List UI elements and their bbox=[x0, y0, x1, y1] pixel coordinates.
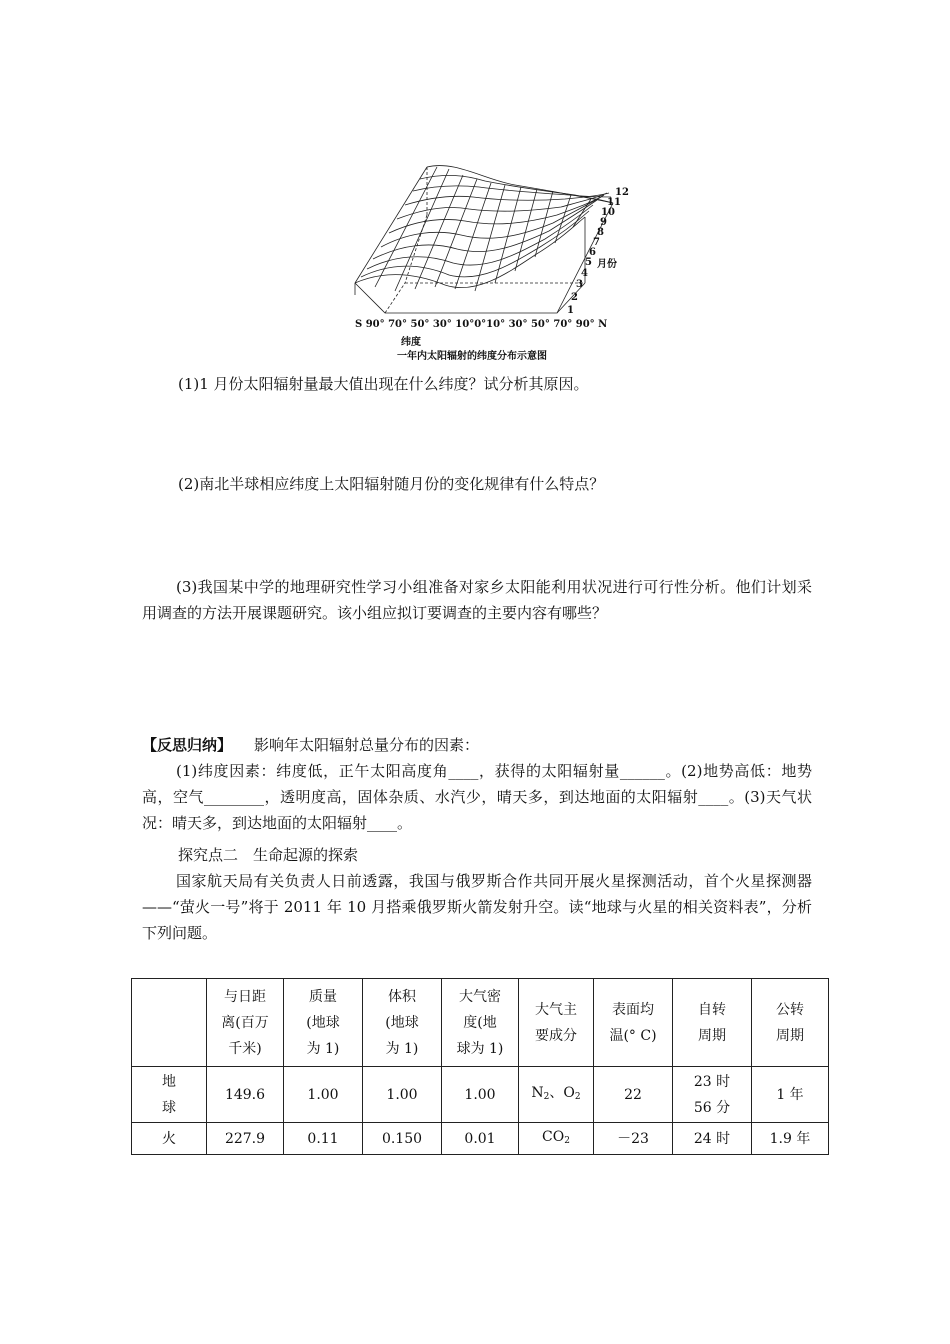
header-atmosphere bbox=[519, 979, 594, 1067]
month-label: 4 bbox=[581, 268, 588, 279]
earth-mars-data-table bbox=[131, 978, 829, 1155]
reflection-heading bbox=[142, 732, 479, 758]
header-line: 为 1) bbox=[306, 1040, 340, 1057]
radiation-surface-diagram bbox=[345, 155, 635, 335]
month-axis-title: 月份 bbox=[597, 259, 617, 270]
question-3: (3)我国某中学的地理研究性学习小组准备对家乡太阳能利用状况进行可行性分析。他们计划采用调查的方法开展课题研究。该小组应拟订要调查的主要内容有哪些？ bbox=[142, 578, 812, 622]
formula-part: CO bbox=[542, 1128, 565, 1145]
section-2-intro: 国家航天局有关负责人日前透露，我国与俄罗斯合作共同开展火星探测活动，首个火星探测器——“萤火一号”将于 2011 年 10 月搭乘俄罗斯火箭发射升空。读“地球与火星的相关资料表”，分析下列问题。 bbox=[142, 872, 812, 942]
month-label: 12 bbox=[615, 187, 629, 198]
earth-rotation bbox=[673, 1067, 752, 1123]
rotation-line: 56 分 bbox=[693, 1099, 731, 1116]
month-label: 9 bbox=[600, 217, 607, 228]
formula-subscript: 2 bbox=[564, 1135, 570, 1146]
table-corner-cell bbox=[132, 979, 207, 1067]
header-revolution bbox=[752, 979, 829, 1067]
month-label: 6 bbox=[589, 247, 596, 258]
header-line: 周期 bbox=[698, 1027, 726, 1044]
row-label-earth bbox=[132, 1067, 207, 1123]
earth-density: 1.00 bbox=[442, 1067, 519, 1123]
header-distance bbox=[207, 979, 284, 1067]
mars-distance: 227.9 bbox=[207, 1123, 284, 1155]
table-header-row bbox=[132, 979, 829, 1067]
month-label: 2 bbox=[571, 292, 578, 303]
month-label: 3 bbox=[576, 279, 583, 290]
row-label-line: 球 bbox=[162, 1099, 176, 1116]
earth-distance: 149.6 bbox=[207, 1067, 284, 1123]
header-line: 要成分 bbox=[535, 1027, 577, 1044]
formula-part: 、O bbox=[549, 1084, 575, 1101]
header-temperature bbox=[594, 979, 673, 1067]
header-rotation bbox=[673, 979, 752, 1067]
header-line: 体积 bbox=[388, 988, 416, 1005]
section-2-title: 探究点二 生命起源的探索 bbox=[178, 846, 359, 864]
earth-volume: 1.00 bbox=[363, 1067, 442, 1123]
header-line: 质量 bbox=[309, 988, 337, 1005]
header-line: 大气密 bbox=[459, 988, 501, 1005]
mars-volume: 0.150 bbox=[363, 1123, 442, 1155]
header-line: 温(° C) bbox=[609, 1027, 657, 1044]
mars-atmosphere bbox=[519, 1123, 594, 1155]
formula-subscript: 2 bbox=[543, 1091, 550, 1102]
table-row-mars bbox=[132, 1123, 829, 1155]
month-label: 11 bbox=[607, 197, 621, 208]
month-label: 1 bbox=[567, 305, 574, 316]
header-line: 表面均 bbox=[612, 1001, 654, 1018]
month-label: 5 bbox=[585, 257, 592, 268]
header-line: (地球 bbox=[385, 1014, 419, 1031]
month-label: 7 bbox=[593, 237, 600, 248]
formula-part: N bbox=[531, 1084, 544, 1101]
header-line: 公转 bbox=[776, 1001, 804, 1018]
earth-temperature: 22 bbox=[594, 1067, 673, 1123]
table-row-earth bbox=[132, 1067, 829, 1123]
header-line: 大气主 bbox=[535, 1001, 577, 1018]
earth-atmosphere bbox=[519, 1067, 594, 1123]
question-1: (1)1 月份太阳辐射量最大值出现在什么纬度？试分析其原因。 bbox=[178, 375, 589, 393]
header-volume bbox=[363, 979, 442, 1067]
row-label-line: 地 bbox=[162, 1073, 176, 1090]
latitude-ticks: S 90° 70° 50° 30° 10°0°10° 30° 50° 70° 90° N bbox=[355, 319, 608, 330]
earth-revolution: 1 年 bbox=[752, 1067, 829, 1123]
header-line: 为 1) bbox=[385, 1040, 419, 1057]
mars-density: 0.01 bbox=[442, 1123, 519, 1155]
formula-subscript: 2 bbox=[574, 1091, 581, 1102]
mars-rotation: 24 时 bbox=[673, 1123, 752, 1155]
reflection-tag: 【反思归纳】 bbox=[142, 736, 233, 754]
header-line: 离(百万 bbox=[221, 1014, 269, 1031]
header-density bbox=[442, 979, 519, 1067]
header-line: 球为 1) bbox=[456, 1040, 504, 1057]
header-line: 与日距 bbox=[224, 988, 266, 1005]
question-2: (2)南北半球相应纬度上太阳辐射随月份的变化规律有什么特点？ bbox=[178, 475, 605, 493]
reflection-title: 影响年太阳辐射总量分布的因素： bbox=[254, 736, 480, 754]
earth-mass: 1.00 bbox=[284, 1067, 363, 1123]
rotation-line: 23 时 bbox=[693, 1073, 731, 1090]
header-line: 周期 bbox=[776, 1027, 804, 1044]
header-line: 千米) bbox=[228, 1040, 262, 1057]
mars-revolution: 1.9 年 bbox=[752, 1123, 829, 1155]
figure-caption: 一年内太阳辐射的纬度分布示意图 bbox=[397, 351, 547, 362]
mars-temperature: －23 bbox=[594, 1123, 673, 1155]
header-line: (地球 bbox=[306, 1014, 340, 1031]
header-line: 自转 bbox=[698, 1001, 726, 1018]
latitude-axis-title: 纬度 bbox=[401, 337, 421, 348]
month-label: 8 bbox=[597, 227, 604, 238]
solar-radiation-figure bbox=[345, 155, 635, 365]
mars-mass: 0.11 bbox=[284, 1123, 363, 1155]
header-mass bbox=[284, 979, 363, 1067]
month-label: 10 bbox=[601, 207, 615, 218]
row-label-mars: 火 bbox=[132, 1123, 207, 1155]
header-line: 度(地 bbox=[463, 1014, 497, 1031]
reflection-text: (1)纬度因素：纬度低，正午太阳高度角____，获得的太阳辐射量______。(2)地势高低：地势高，空气________，透明度高，固体杂质、水汽少，晴天多，到达地面的太阳辐射____。(3)天气状况：晴天多，到达地面的太阳辐射____。 bbox=[142, 762, 812, 832]
